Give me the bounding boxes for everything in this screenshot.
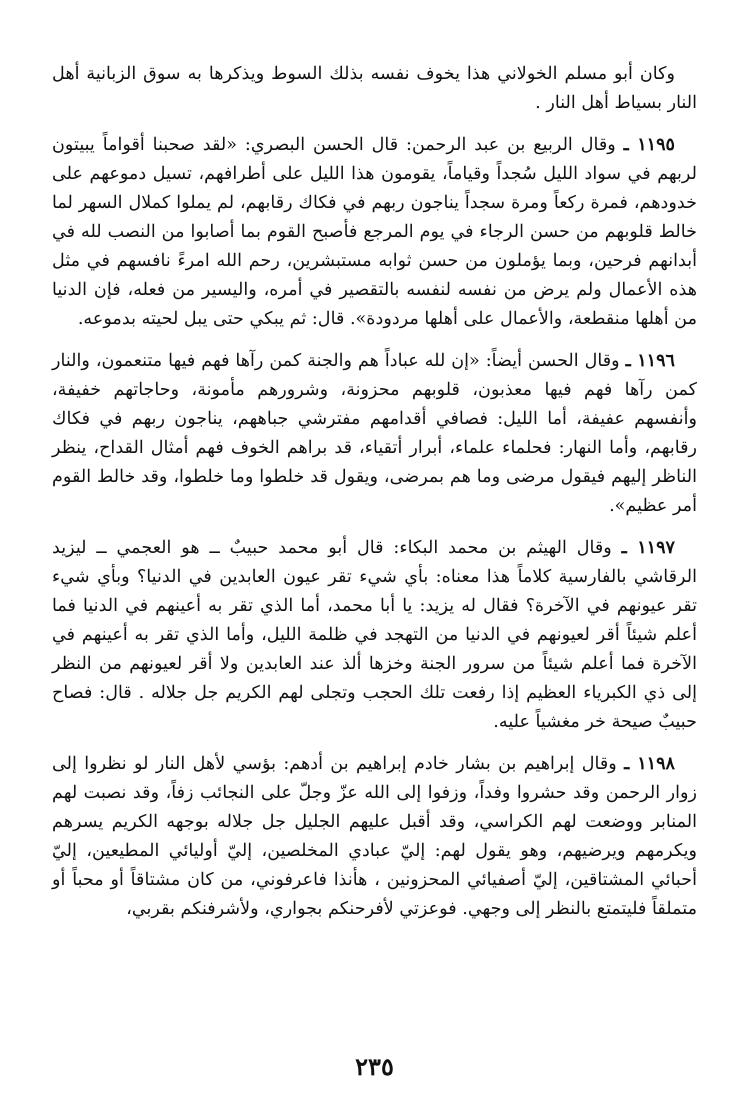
hadith-number: ١١٩٦ ـ	[625, 350, 675, 371]
paragraph-text: وقال الحسن أيضاً: «إن لله عباداً هم والجنة كمن رآها فهم فيها متنعمون، والنار كمن رآها فهم فيها معذبون، قلوبهم محزونة، وشرورهم مأمونة، وحاجاتهم خفيفة، وأنفسهم عفيفة، أما الليل: فصافي أقدامهم مفترشي جباههم، يناجون ربهم في فكاك رقابهم، وأما النهار: فحلماء علماء، أبرار أتقياء، قد براهم الخوف فهم أمثال القداح، ينظر الناظر إليهم فيقول مرضى وما هم بمرضى، ويقول قد خلطوا وما خلطوا، وقد خالط القوم أمر عظيم».	[52, 351, 697, 516]
paragraph-1195	[52, 130, 697, 334]
paragraph-1197	[52, 533, 697, 737]
paragraph-text: وكان أبو مسلم الخولاني هذا يخوف نفسه بذلك السوط ويذكرها به سوق الزبانية أهل النار بسياط أهل النار .	[52, 64, 697, 113]
hadith-number: ١١٩٧ ـ	[621, 537, 675, 558]
hadith-number: ١١٩٨ ـ	[624, 753, 676, 774]
paragraph-text: وقال إبراهيم بن بشار خادم إبراهيم بن أدهم: بؤسي لأهل النار لو نظروا إلى زوار الرحمن وقد حشروا وفداً، وزفوا إلى الله عزّ وجلّ على النجائب زفاً، وقد نصبت لهم المنابر ووضعت لهم الكراسي، وقد أقبل عليهم الجليل جل جلاله بوجهه الكريم يسرهم ويكرمهم ويرضيهم، وهو يقول لهم: إليّ عبادي المخلصين، إليّ أوليائي المطيعين، إليّ أحبائي المشتاقين، إليّ أصفيائي المحزونين ، هأنذا فاعرفوني، من كان مشتاقاً أو محباً أو متملقاً فليتمتع بالنظر إلى وجهي. فوعزتي لأفرحنكم بجواري، ولأشرفنكم بقربي،	[52, 754, 697, 919]
paragraph-intro	[52, 60, 697, 118]
book-page	[52, 60, 697, 936]
paragraph-text: وقال الهيثم بن محمد البكاء: قال أبو محمد حبيبٌ ــ هو العجمي ــ ليزيد الرقاشي بالفارسية كلاماً هذا معناه: بأي شيء تقر عيون العابدين في الدنيا؟ وبأي شيء تقر عيونهم في الآخرة؟ فقال له يزيد: يا أبا محمد، أما الذي تقر به أعينهم في الدنيا فما أعلم شيئاً أقر لعيونهم في الدنيا من التهجد في ظلمة الليل، وأما الذي تقر به أعينهم في الآخرة فما أعلم شيئاً من سرور الجنة وخزها ألذ عند العابدين ولا أقر لعيونهم من النظر إلى ذي الكبرياء العظيم إذا رفعت تلك الحجب وتجلى لهم الكريم جل جلاله . قال: فصاح حبيبٌ صيحة خر مغشياً عليه.	[52, 538, 697, 732]
hadith-number: ١١٩٥ ـ	[623, 134, 675, 155]
paragraph-1198	[52, 749, 697, 924]
page-number: ٢٣٥	[355, 1052, 394, 1081]
paragraph-text: وقال الربيع بن عبد الرحمن: قال الحسن البصري: «لقد صحبنا أقواماً يبيتون لربهم في سواد الليل سُجداً وقياماً، يقومون هذا الليل على أطرافهم، تسيل دموعهم على خدودهم، فمرة ركعاً ومرة سجداً يناجون ربهم في فكاك رقابهم، لم يملوا كملال السهر لما خالط قلوبهم من حسن الرجاء في يوم المرجع فأصبح القوم بما أصابوا من النصب لله في أبدانهم فرحين، وبما يؤملون من حسن ثوابه مستبشرين، رحم الله امرءً نافسهم في مثل هذه الأعمال ولم يرض من نفسه لنفسه بالتقصير في أمره، واليسير من فعله، فإن الدنيا من أهلها منقطعة، والأعمال على أهلها مردودة». قال: ثم يبكي حتى يبل لحيته بدموعه.	[52, 135, 697, 329]
paragraph-1196	[52, 346, 697, 521]
